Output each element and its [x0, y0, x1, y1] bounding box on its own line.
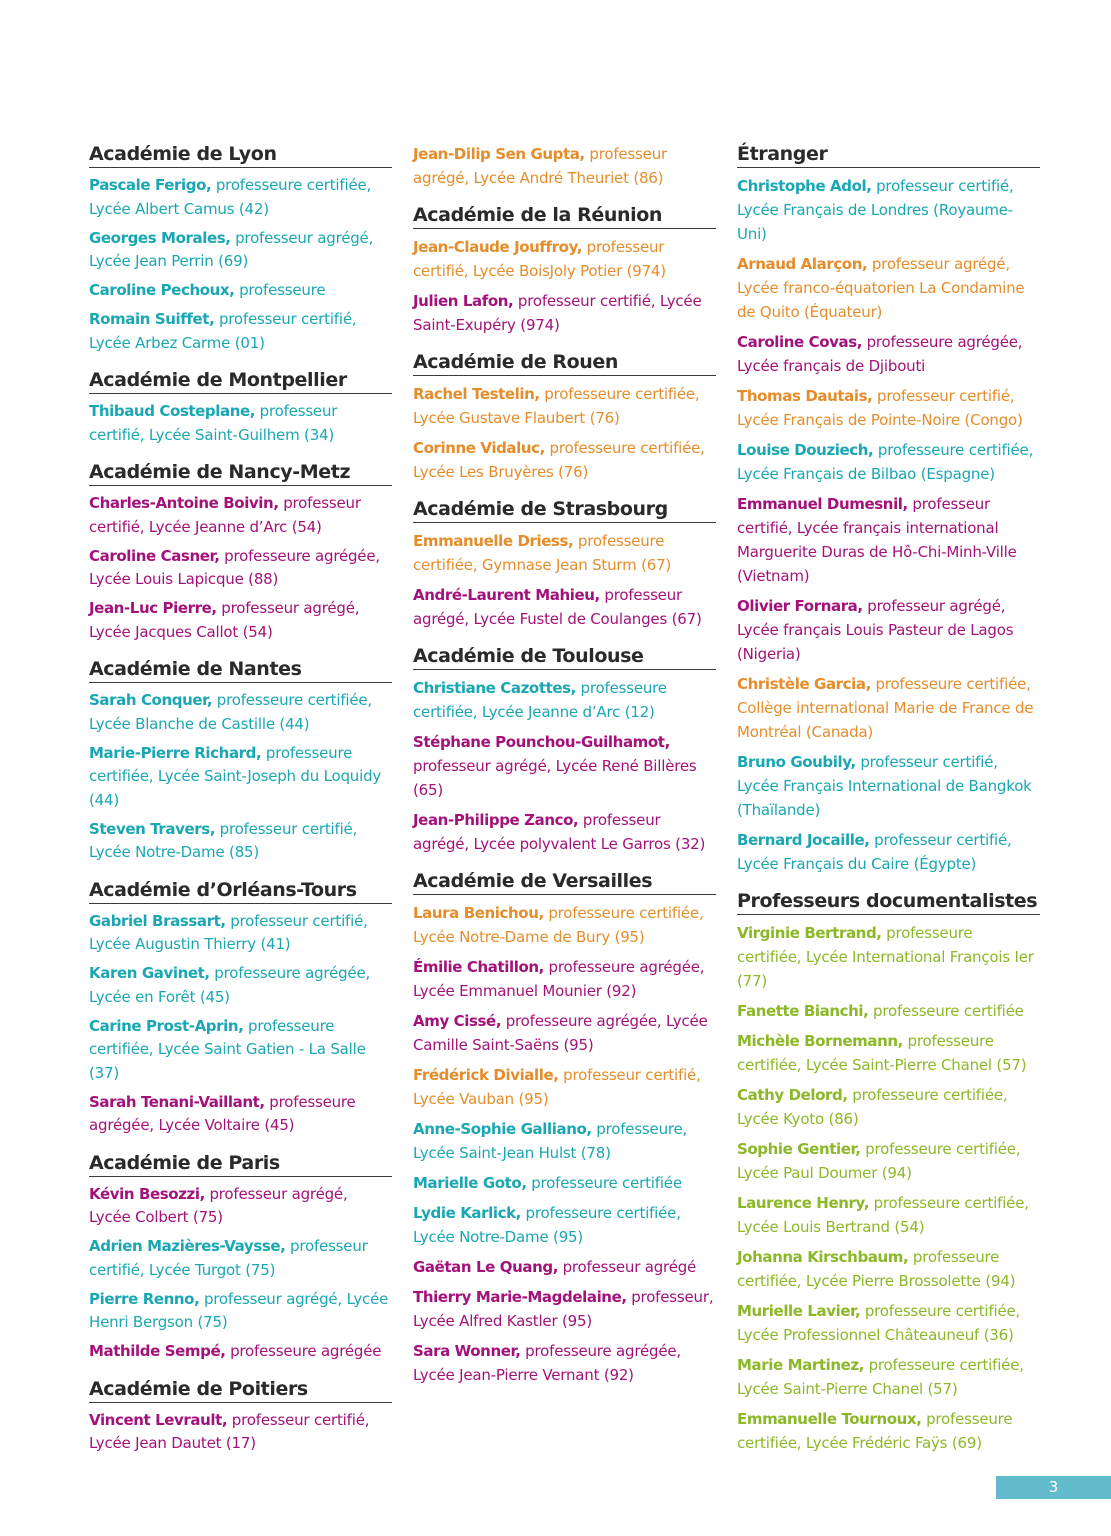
entry-description: professeure certifiée, Lycée Paul Doumer (94) — [737, 1140, 1021, 1182]
entry — [737, 999, 1040, 1023]
entry — [737, 594, 1040, 666]
entry-name: Louise Douziech, — [737, 441, 874, 459]
entry-name: Sara Wonner, — [413, 1342, 521, 1360]
entry-description: professeure certifiée, Collège international Marie de France de Montréal (Canada) — [737, 675, 1034, 741]
entry-description: professeure agrégée, Lycée Camille Saint-Saëns (95) — [413, 1012, 708, 1054]
entry-description: professeure certifiée, Lycée Louis Bertrand (54) — [737, 1194, 1029, 1236]
entry-name: Johanna Kirschbaum, — [737, 1248, 909, 1266]
entry-description: professeure certifiée, Lycée Professionnel Châteauneuf (36) — [737, 1302, 1021, 1344]
entry — [413, 436, 716, 484]
entry-name: Thibaud Costeplane, — [89, 402, 256, 420]
entry — [737, 672, 1040, 744]
entry-name: Laura Benichou, — [413, 904, 544, 922]
section-heading: Académie de la Réunion — [413, 198, 716, 229]
section-heading: Académie de Nantes — [89, 652, 392, 683]
entry-name: Jean-Philippe Zanco, — [413, 811, 579, 829]
entry-name: Arnaud Alarçon, — [737, 255, 868, 273]
entry — [89, 545, 392, 592]
entry-name: Lydie Karlick, — [413, 1204, 521, 1222]
entry-name: Gabriel Brassart, — [89, 911, 226, 930]
section — [413, 639, 716, 856]
entry-description: professeure, Lycée Saint-Jean Hulst (78) — [413, 1120, 688, 1162]
entry-description: professeur agrégé, Lycée Jean Perrin (69) — [89, 228, 374, 270]
entry — [737, 492, 1040, 588]
section — [737, 137, 1040, 876]
entry-name: Mathilde Sempé, — [89, 1342, 226, 1360]
entry — [413, 730, 716, 802]
entry-name: Virginie Bertrand, — [737, 924, 882, 942]
entry — [737, 174, 1040, 246]
section — [89, 363, 392, 447]
entry-name: Marielle Goto, — [413, 1174, 527, 1192]
entry — [89, 910, 392, 957]
entry-description: professeure certifiée, Lycée Kyoto (86) — [737, 1086, 1008, 1128]
entry-name: Steven Travers, — [89, 819, 216, 838]
entry-name: Marie-Pierre Richard, — [89, 743, 262, 762]
column-2 — [413, 137, 716, 1395]
entry-name: Christiane Cazottes, — [413, 679, 576, 697]
entry-name: Karen Gavinet, — [89, 964, 210, 982]
entry-description: professeur certifié, Lycée Jeanne d’Arc (54) — [89, 494, 361, 536]
entry-name: Amy Cissé, — [413, 1012, 502, 1030]
entry-description: professeur agrégé, Lycée Fustel de Coulanges (67) — [413, 586, 702, 628]
section-heading: Étranger — [737, 137, 1040, 168]
entry — [89, 742, 392, 813]
section — [89, 1146, 392, 1364]
entry — [737, 1407, 1040, 1455]
entry-description: professeure certifiée, Lycée International François Ier (77) — [737, 924, 1034, 990]
entry-description: professeure agrégée, Lycée Louis Lapicque (88) — [89, 546, 380, 588]
entry-description: professeure agrégée — [225, 1342, 382, 1360]
section-heading: Académie de Montpellier — [89, 363, 392, 394]
entry — [89, 400, 392, 447]
entry-name: Caroline Casner, — [89, 546, 220, 565]
entry-name: Corinne Vidaluc, — [413, 439, 545, 457]
entry-description: professeure certifiée, Lycée Blanche de Castille (44) — [89, 691, 372, 733]
entry — [413, 382, 716, 430]
entry — [89, 174, 392, 221]
entry — [89, 597, 392, 644]
entry-name: Pierre Renno, — [89, 1289, 200, 1308]
section — [89, 652, 392, 865]
entry — [413, 289, 716, 337]
section-heading: Académie de Rouen — [413, 345, 716, 376]
section — [413, 864, 716, 1387]
entry-description: professeure certifiée, Lycée Notre-Dame (95) — [413, 1204, 681, 1246]
entry-description: professeur certifié, Lycée Français de Londres (Royaume-Uni) — [737, 177, 1014, 243]
entry-description: professeure agrégée, Lycée en Forêt (45) — [89, 964, 371, 1006]
entry-description: professeure certifiée, Lycée Français de Bilbao (Espagne) — [737, 441, 1034, 483]
entry-description: professeur agrégé, Lycée René Billères (65) — [413, 757, 697, 799]
entry — [413, 808, 716, 856]
entry-name: Kévin Besozzi, — [89, 1184, 205, 1203]
section — [413, 345, 716, 484]
entry-name: Jean-Dilip Sen Gupta, — [413, 145, 585, 163]
entry-description: professeur certifié, Lycée Augustin Thierry (41) — [89, 911, 368, 953]
entry — [413, 1339, 716, 1387]
entry-name: Michèle Bornemann, — [737, 1032, 903, 1050]
entry — [413, 676, 716, 724]
section — [413, 142, 716, 190]
entry-name: Cathy Delord, — [737, 1086, 848, 1104]
entry-name: Rachel Testelin, — [413, 385, 540, 403]
page-number: 3 — [996, 1476, 1111, 1499]
entry — [89, 818, 392, 865]
entry-name: Anne-Sophie Galliano, — [413, 1120, 592, 1138]
entry-description: professeur certifié, Lycée Arbez Carme (01) — [89, 310, 357, 352]
entry-name: Romain Suiffet, — [89, 310, 215, 328]
section — [89, 1372, 392, 1456]
entry-description: professeur certifié, Lycée Français de Pointe-Noire (Congo) — [737, 387, 1023, 429]
column-1 — [89, 137, 392, 1464]
entry-name: Pascale Ferigo, — [89, 176, 212, 194]
entry — [413, 1117, 716, 1165]
entry-description: professeur agrégé — [558, 1258, 697, 1276]
entry-description: professeure certifiée, Lycée Saint Gatien - La Salle (37) — [89, 1016, 366, 1082]
entry-name: Julien Lafon, — [413, 292, 514, 310]
entry-description: professeure certifiée, Lycée Saint-Pierre Chanel (57) — [737, 1032, 1027, 1074]
entry — [89, 689, 392, 736]
entry-name: Christophe Adol, — [737, 177, 872, 195]
entry-name: Fanette Bianchi, — [737, 1002, 869, 1020]
entry-name: Caroline Pechoux, — [89, 281, 235, 299]
entry-name: Adrien Mazières-Vaysse, — [89, 1237, 286, 1255]
entry-description: professeur agrégé, Lycée polyvalent Le Garros (32) — [413, 811, 706, 853]
entry-name: Thomas Dautais, — [737, 387, 873, 405]
entry-name: Jean-Claude Jouffroy, — [413, 238, 583, 256]
entry — [413, 1009, 716, 1057]
entry — [413, 1285, 716, 1333]
entry-description: professeur agrégé, Lycée Henri Bergson (75) — [89, 1289, 389, 1331]
entry-description: professeure certifiée, Lycée Pierre Brossolette (94) — [737, 1248, 1016, 1290]
entry-description: professeure agrégée, Lycée Emmanuel Mounier (92) — [413, 958, 705, 1000]
entry-description: professeure certifiée, Lycée Gustave Flaubert (76) — [413, 385, 700, 427]
entry — [413, 1201, 716, 1249]
entry-description: professeure certifiée — [526, 1174, 682, 1192]
entry-name: Emmanuel Dumesnil, — [737, 495, 908, 513]
section — [413, 492, 716, 631]
section — [737, 884, 1040, 1455]
entry — [737, 1083, 1040, 1131]
entry — [89, 1091, 392, 1138]
entry — [89, 1183, 392, 1230]
entry — [737, 1029, 1040, 1077]
entry-description: professeure certifiée, Lycée Les Bruyères (76) — [413, 439, 705, 481]
entry-name: Charles-Antoine Boivin, — [89, 494, 279, 512]
entry-description: professeure certifiée, Lycée Saint-Joseph du Loquidy (44) — [89, 743, 382, 809]
entry — [737, 1191, 1040, 1239]
entry-description: professeure agrégée, Lycée français de Djibouti — [737, 333, 1023, 375]
entry — [737, 921, 1040, 993]
section-heading: Académie de Poitiers — [89, 1372, 392, 1403]
section-heading: Académie de Nancy-Metz — [89, 455, 392, 486]
entry-description: professeur certifié, Lycée Turgot (75) — [89, 1237, 368, 1279]
entry-name: Emmanuelle Driess, — [413, 532, 574, 550]
entry-name: Vincent Levrault, — [89, 1410, 228, 1429]
entry — [413, 142, 716, 190]
entry — [737, 1137, 1040, 1185]
section-heading: Académie d’Orléans-Tours — [89, 873, 392, 904]
entry — [413, 235, 716, 283]
entry — [89, 492, 392, 539]
section-heading: Professeurs documentalistes — [737, 884, 1040, 915]
entry-description: professeur agrégé, Lycée André Theuriet (86) — [413, 145, 667, 187]
entry-name: Émilie Chatillon, — [413, 958, 544, 976]
entry-name: Sarah Tenani-Vaillant, — [89, 1092, 265, 1111]
entry — [737, 1299, 1040, 1347]
entry — [737, 252, 1040, 324]
entry-description: professeur agrégé, Lycée franco-équatorien La Condamine de Quito (Équateur) — [737, 255, 1025, 321]
entry — [413, 529, 716, 577]
entry-description: professeure certifiée, Lycée Albert Camus (42) — [89, 176, 372, 218]
entry-name: Bruno Goubily, — [737, 753, 856, 771]
entry-description: professeur certifié, Lycée BoisJoly Potier (974) — [413, 238, 666, 280]
entry-description: professeur certifié, Lycée français international Marguerite Duras de Hô-Chi-Minh-Ville (Vietnam) — [737, 495, 1017, 585]
section-heading: Académie de Paris — [89, 1146, 392, 1177]
entry — [89, 1340, 392, 1364]
entry-description: professeure certifiée, Lycée Frédéric Faÿs (69) — [737, 1410, 1013, 1452]
entry-name: Olivier Fornara, — [737, 597, 863, 615]
entry — [737, 384, 1040, 432]
entry-description: professeur certifié, Lycée Français du Caire (Égypte) — [737, 831, 1012, 873]
section — [413, 198, 716, 337]
entry-name: Jean-Luc Pierre, — [89, 599, 217, 617]
section-heading: Académie de Versailles — [413, 864, 716, 895]
section — [89, 137, 392, 355]
section — [89, 455, 392, 644]
entry-description: professeur agrégé, Lycée français Louis Pasteur de Lagos (Nigeria) — [737, 597, 1014, 663]
entry-name: Emmanuelle Tournoux, — [737, 1410, 922, 1428]
entry — [89, 1409, 392, 1456]
entry-description: professeure certifiée, Lycée Saint-Pierre Chanel (57) — [737, 1356, 1024, 1398]
column-3 — [737, 137, 1040, 1463]
entry-name: Marie Martinez, — [737, 1356, 865, 1374]
entry-description: professeur certifié, Lycée Notre-Dame (85) — [89, 819, 358, 861]
entry — [737, 1353, 1040, 1401]
section-heading: Académie de Strasbourg — [413, 492, 716, 523]
entry-description: professeur certifié, Lycée Français International de Bangkok (Thaïlande) — [737, 753, 1032, 819]
entry-name: Frédérick Divialle, — [413, 1066, 559, 1084]
entry — [89, 308, 392, 355]
entry-name: Sarah Conquer, — [89, 691, 213, 709]
entry — [89, 227, 392, 274]
entry-description: professeur certifié, Lycée Vauban (95) — [413, 1066, 701, 1108]
entry — [413, 583, 716, 631]
entry-name: Laurence Henry, — [737, 1194, 870, 1212]
entry — [89, 1288, 392, 1335]
entry-name: Georges Morales, — [89, 228, 231, 247]
section — [89, 873, 392, 1138]
entry — [737, 750, 1040, 822]
entry-description: professeur, Lycée Alfred Kastler (95) — [413, 1288, 714, 1330]
entry-name: Caroline Covas, — [737, 333, 863, 351]
section-heading: Académie de Lyon — [89, 137, 392, 168]
entry — [413, 1171, 716, 1195]
entry-description: professeur agrégé, Lycée Colbert (75) — [89, 1184, 348, 1226]
entry-description: professeure certifiée, Lycée Notre-Dame de Bury (95) — [413, 904, 704, 946]
entry-name: Murielle Lavier, — [737, 1302, 861, 1320]
entry — [413, 901, 716, 949]
entry-name: Thierry Marie-Magdelaine, — [413, 1288, 627, 1306]
entry-name: Bernard Jocaille, — [737, 831, 870, 849]
entry — [89, 962, 392, 1009]
entry-description: professeure agrégée, Lycée Jean-Pierre Vernant (92) — [413, 1342, 681, 1384]
entry — [737, 438, 1040, 486]
entry — [737, 1245, 1040, 1293]
entry-description: professeur agrégé, Lycée Jacques Callot (54) — [89, 599, 360, 641]
section-heading: Académie de Toulouse — [413, 639, 716, 670]
entry-name: André-Laurent Mahieu, — [413, 586, 600, 604]
entry — [413, 955, 716, 1003]
entry-description: professeur certifié, Lycée Saint-Guilhem (34) — [89, 402, 338, 444]
entry-description: professeure certifiée, Lycée Jeanne d’Arc (12) — [413, 679, 667, 721]
entry-name: Christèle Garcia, — [737, 675, 871, 693]
entry-name: Gaëtan Le Quang, — [413, 1258, 559, 1276]
entry-description: professeure — [234, 281, 326, 299]
entry-description: professeure certifiée — [868, 1002, 1024, 1020]
entry-description: professeur certifié, Lycée Jean Dautet (17) — [89, 1410, 370, 1452]
entry-name: Sophie Gentier, — [737, 1140, 861, 1158]
entry — [89, 279, 392, 303]
entry — [413, 1063, 716, 1111]
entry-name: Carine Prost-Aprin, — [89, 1016, 244, 1035]
entry — [737, 828, 1040, 876]
entry-name: Stéphane Pounchou-Guilhamot, — [413, 733, 670, 751]
entry-description: professeure agrégée, Lycée Voltaire (45) — [89, 1092, 356, 1134]
entry — [413, 1255, 716, 1279]
entry-description: professeur certifié, Lycée Saint-Exupéry (974) — [413, 292, 702, 334]
entry — [737, 330, 1040, 378]
entry-description: professeure certifiée, Gymnase Jean Sturm (67) — [413, 532, 672, 574]
entry — [89, 1015, 392, 1086]
entry — [89, 1235, 392, 1282]
